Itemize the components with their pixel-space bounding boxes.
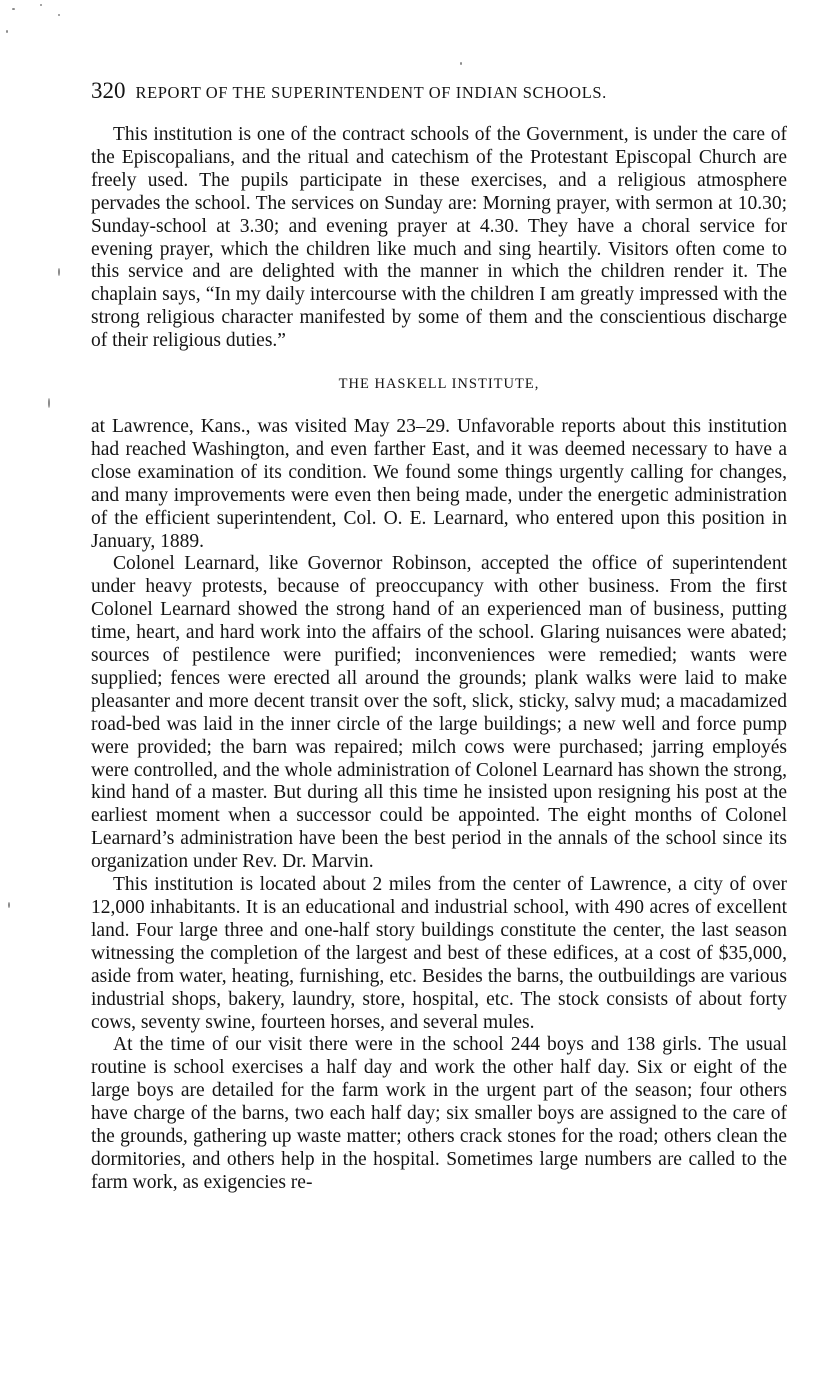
paragraph-colonel-learnard: Colonel Learnard, like Governor Robinson, accepted the office of superintendent under heavy protests, because of preoccupancy with other business. From the first Colonel Learnard showed the strong hand of an experienced man of business, putting time, heart, and hard work into the affairs of the school. Glaring nuisances were abated; sources of pestilence were purified; inconveniences were remedied; wants were supplied; fences were erected all around the grounds; plank walks were laid to make pleasanter and more decent transit over the soft, slick, sticky, salvy mud; a macadamized road-bed was laid in the inner circle of the large buildings; a new well and force pump were provided; the barn was repaired; milch cows were purchased; jarring employés were controlled, and the whole administration of Colonel Learnard has shown the strong, kind hand of a master. But during all this time he insisted upon resigning his post at the earliest moment when a successor could be appointed. The eight months of Colonel Learnard’s administration have been the best period in the annals of the school since its organization under Rev. Dr. Marvin. — [91, 553, 787, 873]
paragraph-haskell-visit: at Lawrence, Kans., was visited May 23–29. Unfavorable reports about this institution had reached Washington, and even farther East, and it was deemed necessary to have a close examination of its condition. We found some things urgently calling for changes, and many improvements were even then being made, under the energetic administration of the efficient superintendent, Col. O. E. Learnard, who entered upon this position in January, 1889. — [91, 415, 787, 552]
running-title: REPORT OF THE SUPERINTENDENT OF INDIAN SCHOOLS. — [135, 83, 607, 102]
paragraph-contract-school: This institution is one of the contract schools of the Government, is under the care of the Episcopalians, and the ritual and catechism of the Protestant Episcopal Church are freely used. The pupils participate in these exercises, and a religious atmosphere pervades the school. The services on Sunday are: Morning prayer, with sermon at 10.30; Sunday-school at 3.30; and evening prayer at 4.30. They have a choral service for evening prayer, which the children like much and sing heartily. Visitors often come to this service and are delighted with the manner in which the children render it. The chaplain says, “In my daily intercourse with the children I am greatly impressed with the strong religious character manifested by some of them and the conscientious discharge of their religious duties.” — [91, 124, 787, 352]
scan-speck — [58, 14, 60, 16]
section-heading: THE HASKELL INSTITUTE, — [338, 376, 540, 393]
page-number: 320 — [91, 78, 126, 103]
paragraph-routine: At the time of our visit there were in the school 244 boys and 138 girls. The usual routine is school exercises a half day and work the other half day. Six or eight of the large boys are detailed for the farm work in the urgent part of the season; four others have charge of the barns, two each half day; six smaller boys are assigned to the care of the grounds, gathering up waste matter; others crack stones for the road; others clean the dormitories, and others help in the hospital. Sometimes large numbers are called to the farm work, as exigencies re- — [91, 1034, 787, 1193]
scan-speck — [8, 902, 10, 908]
scan-speck — [58, 268, 60, 276]
scan-speck — [12, 8, 15, 10]
page-header — [91, 78, 791, 104]
scan-speck — [48, 398, 50, 408]
scan-speck — [6, 30, 8, 33]
scan-speck — [460, 62, 462, 65]
paragraph-location: This institution is located about 2 miles from the center of Lawrence, a city of over 12,000 inhabitants. It is an educational and industrial school, with 490 acres of excellent land. Four large three and one-half story buildings constitute the center, the last season witnessing the completion of the largest and best of these edifices, at a cost of $35,000, aside from water, heating, furnishing, etc. Besides the barns, the outbuildings are various industrial shops, bakery, laundry, store, hospital, etc. The stock consists of about forty cows, seventy swine, fourteen horses, and several mules. — [91, 874, 787, 1033]
body-text — [91, 124, 787, 1195]
scan-speck — [40, 4, 42, 6]
